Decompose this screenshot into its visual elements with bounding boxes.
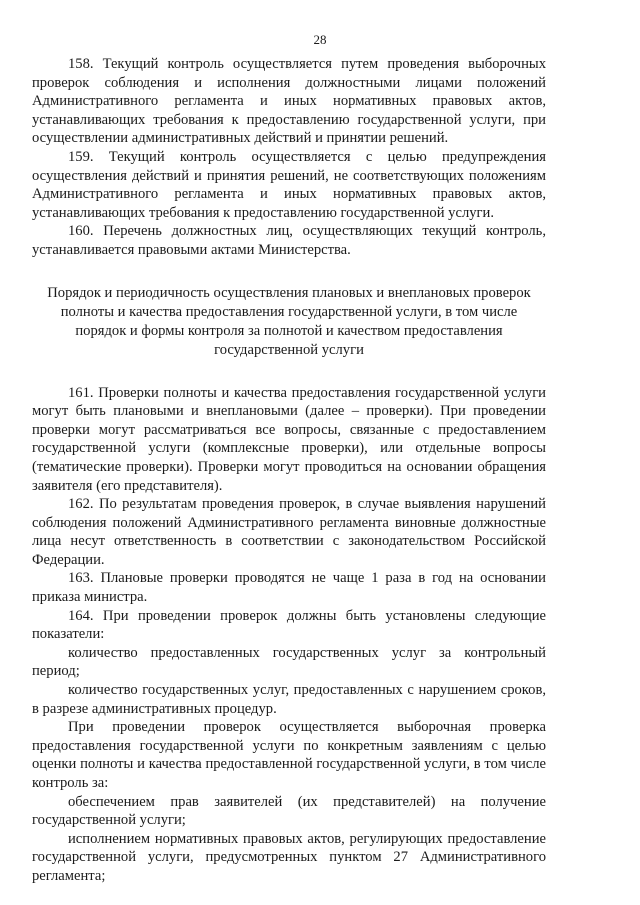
section-heading xyxy=(32,284,546,360)
section-heading-line: полноты и качества предоставления государственной услуги, в том числе xyxy=(60,303,518,320)
control-item: исполнением нормативных правовых актов, регулирующих предоставление государственной услуги, предусмотренных пунктом 27 Административного регламента; xyxy=(32,830,546,884)
control-item: обеспечением прав заявителей (их представителей) на получение государственной услуги; xyxy=(32,793,546,829)
paragraph-158: 158. Текущий контроль осуществляется путем проведения выборочных проверок соблюдения и исполнения должностными лицами положений Административного регламента и иных нормативных правовых актов, устанавливающих требования к предоставлению государственной услуги, при осуществлении административных действий и принятии решений. xyxy=(32,56,546,147)
section-heading-line: Порядок и периодичность осуществления плановых и внеплановых проверок xyxy=(47,284,531,301)
paragraph-159: 159. Текущий контроль осуществляется с целью предупреждения осуществления действий и принятия решений, не соответствующих положениям Административного регламента и иных нормативных правовых актов, устанавливающих требования к предоставлению государственной услуги. xyxy=(32,148,546,221)
document-body xyxy=(32,55,546,886)
paragraph-160: 160. Перечень должностных лиц, осуществляющих текущий контроль, устанавливается правовыми актами Министерства. xyxy=(32,223,546,258)
section-heading-line: государственной услуги xyxy=(214,341,364,358)
page-number: 28 xyxy=(313,32,327,47)
section-heading-line: порядок и формы контроля за полнотой и качеством предоставления xyxy=(75,322,503,339)
paragraph-161: 161. Проверки полноты и качества предоставления государственной услуги могут быть плановыми и внеплановыми (далее – проверки). При проведении проверки могут рассматриваться все вопросы, связанные с предоставлением государственной услуги (комплексные проверки), или отдельные вопросы (тематические проверки). Проверки могут проводиться на основании обращения заявителя (его представителя). xyxy=(32,384,546,494)
paragraph-inspection: При проведении проверок осуществляется выборочная проверка предоставления государственной услуги по конкретным заявлениям с целью оценки полноты и качества предоставленной государственной услуги, в том числе контроль за: xyxy=(32,719,546,791)
paragraph-163: 163. Плановые проверки проводятся не чаще 1 раза в год на основании приказа министра. xyxy=(32,570,546,606)
paragraph-164: 164. При проведении проверок должны быть установлены следующие показатели: xyxy=(32,607,546,643)
indicator-item: количество государственных услуг, предоставленных с нарушением сроков, в разрезе административных процедур. xyxy=(32,682,546,717)
paragraph-162: 162. По результатам проведения проверок, в случае выявления нарушений соблюдения положений Административного регламента виновные должностные лица несут ответственность в соответствии с законодательством Российской Федерации. xyxy=(32,496,546,568)
indicator-item: количество предоставленных государственных услуг за контрольный период; xyxy=(32,644,546,680)
